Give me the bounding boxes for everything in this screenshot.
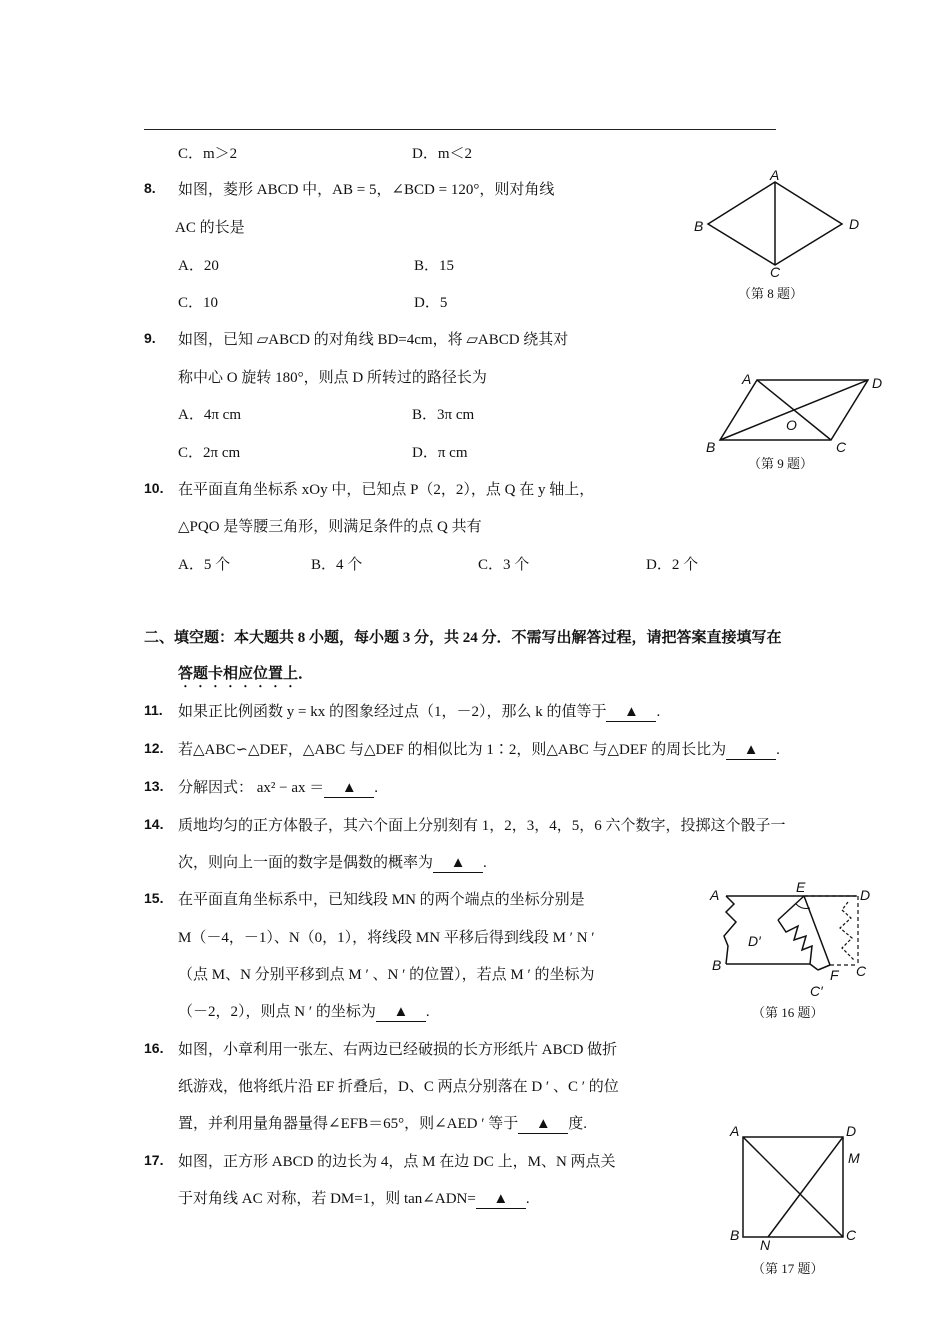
q17-line1: 如图，正方形 ABCD 的边长为 4，点 M 在边 DC 上，M、N 两点关 [178,1154,616,1170]
q17-label-n: N [760,1237,771,1253]
q15-answer-blank: ▲ [376,1004,426,1022]
q8-option-c: C．10 [178,295,219,311]
q9-label-b: B [706,439,716,455]
q8-option-d: D．5 [414,295,448,311]
edge-ed-prime [778,896,804,920]
fig16-label-a: A [710,887,720,903]
q9-parallelogram-figure [700,368,900,458]
fig16-label-e: E [796,879,806,895]
q9-number: 9. [144,330,156,346]
q8-line2: AC 的长是 [175,220,245,236]
q12-stem: 若△ABC∽△DEF，△ABC 与△DEF 的相似比为 1∶2，则△ABC 与△DEF 的周长比为 [178,742,727,758]
q16-answer-blank: ▲ [518,1116,568,1134]
q12-end: . [776,742,780,758]
q14-number: 14. [144,816,164,832]
q17-label-m: M [848,1150,860,1166]
q17-stem: 于对角线 AC 对称，若 DM=1，则 tan∠ADN= [178,1191,476,1207]
q8-label-c: C [770,264,781,280]
q14-end: . [483,855,487,871]
fold-line-ef [804,896,830,965]
q13-answer-blank: ▲ [324,780,374,798]
q14-answer-blank: ▲ [433,855,483,873]
q13-end: . [374,780,379,796]
q13-stem: 分解因式： ax² − ax ＝ [178,780,325,796]
q11-end: . [656,704,661,720]
top-rule [144,129,776,130]
q9-label-c: C [836,439,847,455]
q17-caption: （第 17 题） [752,1261,824,1276]
q7-option-d: D．m＜2 [412,146,473,162]
segment-dn [768,1137,843,1237]
q17-end: . [525,1191,530,1207]
q15-line3: （点 M、N 分别平移到点 M ′ 、N ′ 的位置），若点 M ′ 的坐标为 [178,967,595,983]
torn-edge-left [724,896,736,964]
q12-text [178,738,780,760]
q8-label-d: D [849,216,860,232]
q8-option-a: A．20 [178,258,219,274]
q8-label-b: B [694,218,704,234]
q17-number: 17. [144,1152,164,1168]
fig16-label-d: D [860,887,871,903]
q8-option-b: B．15 [414,258,455,274]
q8-label-a: A [770,167,780,183]
q14-line1: 质地均匀的正方体骰子，其六个面上分别刻有 1，2，3，4，5，6 六个数字，投掷这个骰子一 [178,818,786,834]
section2-heading: 二、填空题：本大题共 8 小题，每小题 3 分，共 24 分．不需写出解答过程，请把答案直接填写在 [144,630,782,646]
q13-number: 13. [144,778,164,794]
q9-line2: 称中心 O 旋转 180°，则点 D 所转过的路径长为 [178,370,487,386]
q17-label-b: B [730,1227,740,1243]
q17-line2 [178,1187,530,1209]
q16-line2: 纸游戏，他将纸片沿 EF 折叠后，D、C 两点分别落在 D ′ 、C ′ 的位 [178,1079,619,1095]
q10-option-b: B．4 个 [311,557,363,573]
q15-number: 15. [144,890,164,906]
q8-caption: （第 8 题） [738,286,804,301]
q11-number: 11. [144,702,163,718]
q11-stem: 如果正比例函数 y = kx 的图象经过点（1，－2），那么 k 的值等于 [178,704,607,720]
q10-option-a: A．5 个 [178,557,231,573]
q9-option-d: D．π cm [412,445,468,461]
q9-option-a: A．4π cm [178,407,241,423]
q8-number: 8. [144,180,156,196]
q8-line1: 如图，菱形 ABCD 中，AB = 5，∠BCD = 120°，则对角线 [178,182,555,198]
q10-line1: 在平面直角坐标系 xOy 中，已知点 P（2，2），点 Q 在 y 轴上， [178,482,595,498]
q17-label-c: C [846,1227,857,1243]
fig16-label-c-prime: C′ [810,983,823,999]
q15-stem: （－2，2），则点 N ′ 的坐标为 [178,1004,376,1020]
q14-line2 [178,851,487,873]
fig16-caption: （第 16 题） [752,1005,824,1020]
q9-label-a: A [742,371,752,387]
fig16-label-f: F [830,967,839,983]
q15-line2: M（－4，－1）、N（0，1），将线段 MN 平移后得到线段 M ′ N ′ [178,930,595,946]
diagonal-ac [743,1137,843,1237]
q9-label-d: D [872,375,883,391]
q12-number: 12. [144,740,164,756]
q16-number: 16. [144,1040,164,1056]
fig16-label-c: C [856,963,867,979]
q15-end: . [425,1004,430,1020]
fig16-label-d-prime: D′ [748,933,761,949]
q9-line1: 如图，已知 ▱ABCD 的对角线 BD=4cm，将 ▱ABCD 绕其对 [178,332,569,348]
q10-line2: △PQO 是等腰三角形，则满足条件的点 Q 共有 [178,519,482,535]
q15-line1: 在平面直角坐标系中，已知线段 MN 的两个端点的坐标分别是 [178,892,585,908]
q17-answer-blank: ▲ [476,1191,526,1209]
q17-label-a: A [730,1123,740,1139]
q9-caption: （第 9 题） [748,456,814,471]
q9-option-c: C．2π cm [178,445,241,461]
q13-text [178,776,378,798]
q16-end: 度. [568,1116,588,1132]
q7-option-c: C．m＞2 [178,146,238,162]
q17-square-figure [726,1120,876,1253]
q16-stem: 置，并利用量角器量得∠EFB＝65°，则∠AED ′ 等于 [178,1116,519,1132]
fig16-label-b: B [712,957,722,973]
q11-text [178,700,660,722]
q10-option-d: D．2 个 [646,557,699,573]
q9-label-o: O [786,417,797,433]
q12-answer-blank: ▲ [726,742,776,760]
q16-line1: 如图，小章利用一张左、右两边已经破损的长方形纸片 ABCD 做折 [178,1042,618,1058]
torn-edge-right-dashed [840,902,854,960]
q16-folding-figure [706,880,886,1000]
edge-fc-prime [818,965,830,970]
q15-line4 [178,1000,430,1022]
q9-option-b: B．3π cm [412,407,475,423]
q14-stem: 次，则向上一面的数字是偶数的概率为 [178,855,434,871]
q10-number: 10. [144,480,164,496]
q11-answer-blank: ▲ [606,704,656,722]
q10-option-c: C．3 个 [478,557,530,573]
q16-line3 [178,1112,587,1134]
section2-heading-line2: 答题卡相应位置上． [178,666,314,682]
q17-label-d: D [846,1123,857,1139]
torn-edge-folded [778,920,818,970]
